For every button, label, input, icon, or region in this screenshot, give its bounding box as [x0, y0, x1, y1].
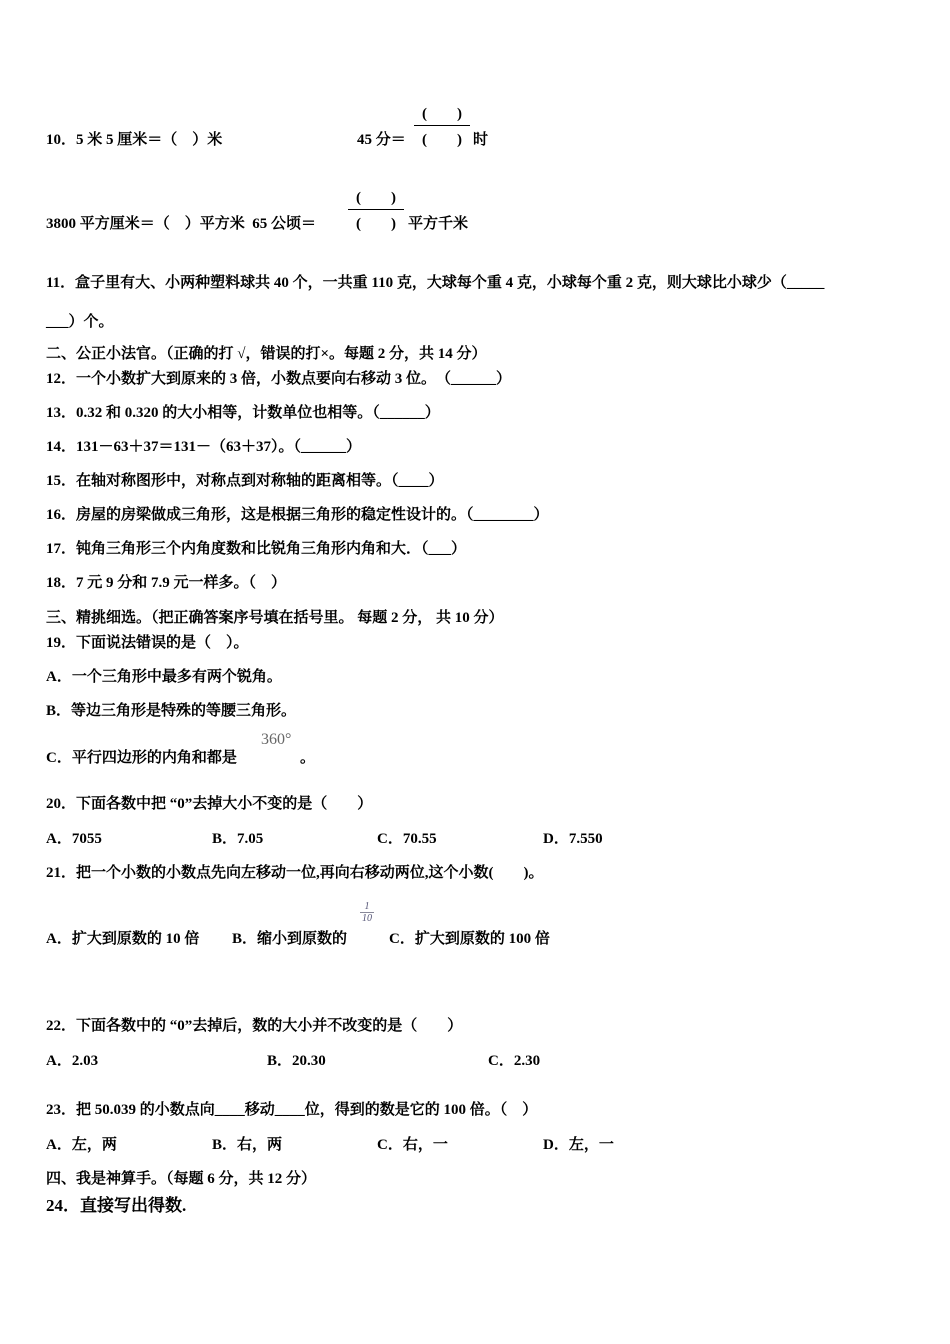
- q10-unit-km2: 平方千米: [408, 216, 469, 232]
- q23-option: A．左，两: [46, 1137, 117, 1153]
- q10-unit-hour: 时: [473, 132, 489, 148]
- q19-degree-image: 360°: [261, 731, 292, 748]
- q19-stem: 19．下面说法错误的是（ ）。: [46, 635, 249, 651]
- q23-option: B．右，两: [212, 1137, 283, 1153]
- denominator: ( ): [356, 216, 396, 232]
- q21-option-a: A．扩大到原数的 10 倍: [46, 931, 200, 947]
- q20-option: A．7055: [46, 831, 102, 847]
- q22-option: C．2.30: [488, 1053, 541, 1069]
- q22-option: B．20.30: [267, 1053, 326, 1069]
- q14: 14．131－63＋37＝131－（63＋37）。（______）: [46, 439, 362, 455]
- q10-fraction-hours: [414, 102, 470, 149]
- numerator: ( ): [356, 190, 396, 206]
- q19-option-b: B．等边三角形是特殊的等腰三角形。: [46, 703, 297, 719]
- q21-stem: 21．把一个小数的小数点先向左移动一位,再向右移动两位,这个小数( )。: [46, 865, 544, 881]
- q13: 13．0.32 和 0.320 的大小相等，计数单位也相等。（______）: [46, 405, 440, 421]
- q20-option: C．70.55: [377, 831, 437, 847]
- q20-stem: 20．下面各数中把 “0”去掉大小不变的是（ ）: [46, 796, 373, 812]
- q21-option-b: B．缩小到原数的: [232, 931, 348, 947]
- q15: 15．在轴对称图形中，对称点到对称轴的距离相等。（____）: [46, 473, 444, 489]
- q23-option: D．左，一: [543, 1137, 614, 1153]
- section4-heading: 四、我是神算手。（每题 6 分，共 12 分）: [46, 1171, 317, 1187]
- q19-option-a: A．一个三角形中最多有两个锐角。: [46, 669, 282, 685]
- denominator: 10: [362, 913, 372, 924]
- denominator: ( ): [422, 132, 462, 148]
- q12: 12．一个小数扩大到原来的 3 倍，小数点要向右移动 3 位。 （______）: [46, 371, 512, 387]
- section3-heading: 三、精挑细选。（把正确答案序号填在括号里。 每题 2 分， 共 10 分）: [46, 610, 504, 626]
- q23-option: C．右，一: [377, 1137, 448, 1153]
- q10-part-c: 3800 平方厘米＝（ ）平方米 65 公顷＝: [46, 216, 317, 232]
- q16: 16．房屋的房梁做成三角形，这是根据三角形的稳定性设计的。（________）: [46, 507, 549, 523]
- numerator: ( ): [422, 106, 462, 122]
- section2-heading: 二、公正小法官。（正确的打 √，错误的打×。每题 2 分，共 14 分）: [46, 346, 487, 362]
- q22-option: A．2.03: [46, 1053, 99, 1069]
- q22-stem: 22．下面各数中的 “0”去掉后，数的大小并不改变的是（ ）: [46, 1018, 463, 1034]
- q19-option-c: C．平行四边形的内角和都是: [46, 750, 237, 766]
- q21-option-c: C．扩大到原数的 100 倍: [389, 931, 550, 947]
- numerator: 1: [364, 901, 370, 912]
- q10-fraction-km2: [348, 186, 404, 233]
- q24: 24．直接写出得数.: [46, 1196, 187, 1215]
- q17: 17．钝角三角形三个内角度数和比锐角三角形内角和大．（___）: [46, 541, 467, 557]
- q23-stem: 23．把 50.039 的小数点向____移动____位，得到的数是它的 100 倍。（ ）: [46, 1102, 538, 1118]
- q11-line2: ___）个。: [46, 314, 114, 330]
- q18: 18．7 元 9 分和 7.9 元一样多。（ ）: [46, 575, 287, 591]
- q19-option-c-end: 。: [300, 750, 316, 766]
- q11-line1: 11．盒子里有大、小两种塑料球共 40 个，一共重 110 克，大球每个重 4 克，小球每个重 2 克，则大球比小球少（_____: [46, 275, 825, 291]
- q10-part-b: 45 分＝: [357, 132, 406, 148]
- q21-fraction-image: [360, 901, 374, 924]
- q20-option: B．7.05: [212, 831, 264, 847]
- q20-option: D．7.550: [543, 831, 603, 847]
- q10-part-a: 10．5 米 5 厘米＝（ ）米: [46, 132, 223, 148]
